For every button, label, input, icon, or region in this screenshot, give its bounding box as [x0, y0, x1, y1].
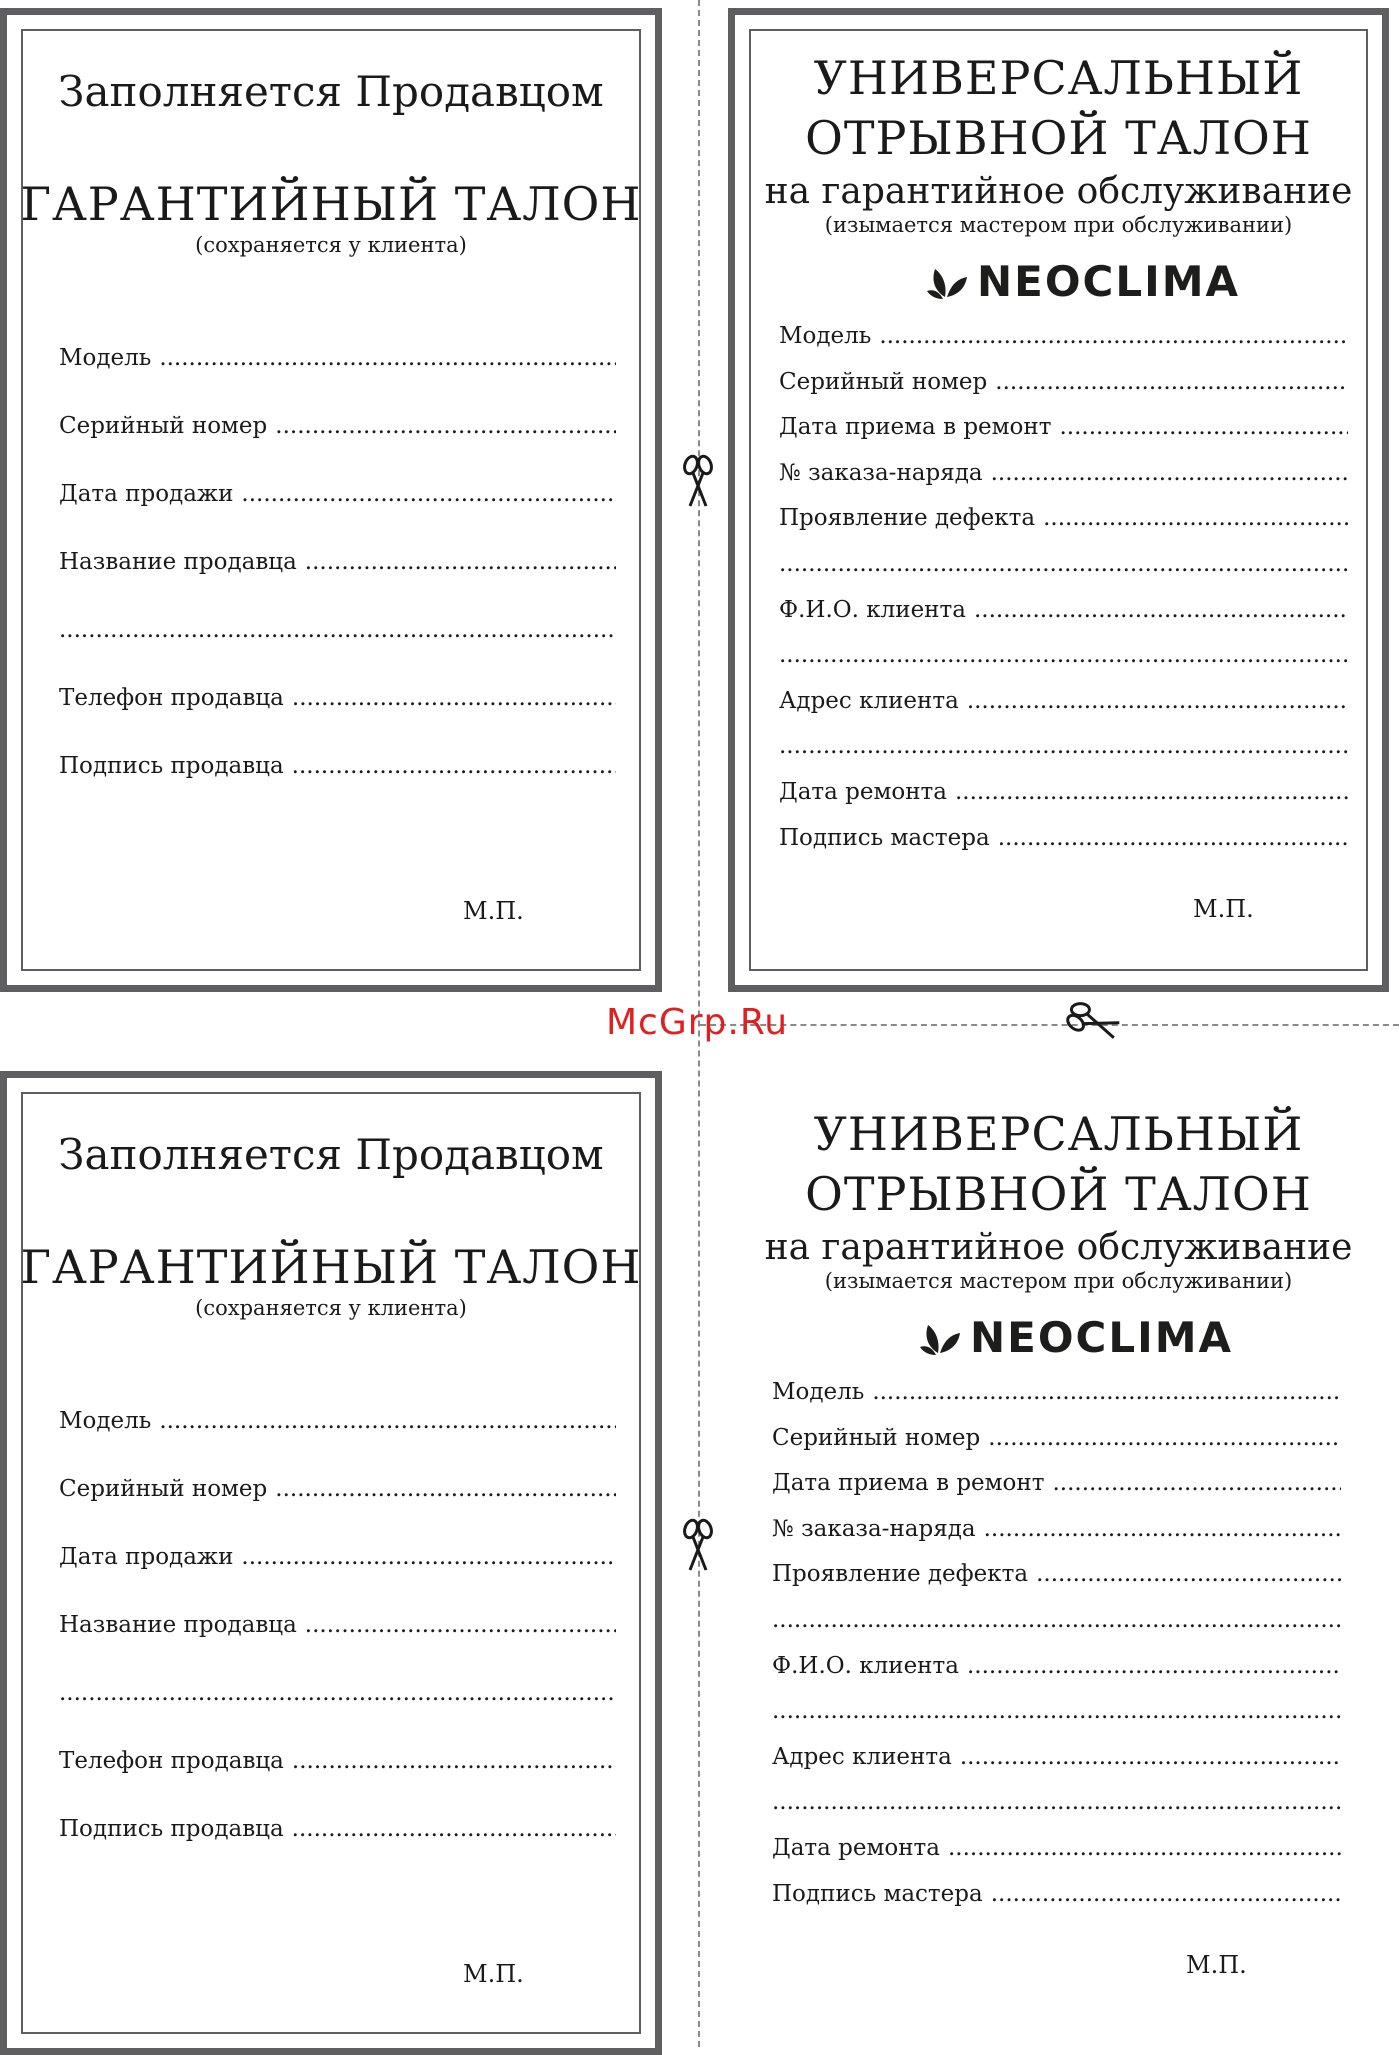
seller-warranty-card — [0, 8, 662, 992]
card-subtitle: (сохраняется у клиента) — [195, 1296, 467, 1320]
fill-line — [871, 323, 1348, 349]
fill-line — [779, 642, 1348, 668]
fill-line — [983, 1881, 1341, 1907]
serial-number-field[interactable] — [59, 1476, 616, 1544]
fill-line — [1028, 1561, 1341, 1587]
repair-intake-date-field[interactable] — [779, 414, 1348, 460]
fill-line — [267, 413, 616, 439]
field-label: Подпись мастера — [779, 824, 990, 851]
field-label: Адрес клиента — [779, 687, 959, 714]
fill-line — [297, 1612, 616, 1638]
fill-line — [59, 617, 616, 643]
fill-line — [59, 1680, 616, 1706]
fill-line — [990, 825, 1348, 851]
fill-line — [151, 1408, 616, 1434]
defect-description-continuation-field[interactable] — [779, 551, 1348, 597]
fill-line — [233, 1544, 616, 1570]
fill-line — [284, 1748, 616, 1774]
field-label: Подпись мастера — [772, 1880, 983, 1907]
fill-line — [779, 733, 1348, 759]
model-field[interactable] — [59, 345, 616, 413]
card-subtitle: (сохраняется у клиента) — [195, 233, 467, 257]
universal-coupon-card — [728, 1071, 1389, 2055]
fill-line — [940, 1835, 1341, 1861]
field-label: Адрес клиента — [772, 1743, 952, 1770]
seller-signature-field[interactable] — [59, 1816, 616, 1884]
field-label: № заказа-наряда — [779, 459, 983, 486]
field-label: Название продавца — [59, 1612, 297, 1638]
fill-line — [987, 369, 1348, 395]
card-subtitle: (изымается мастером при обслуживании) — [824, 213, 1293, 237]
neoclima-leaf-icon — [918, 1317, 962, 1357]
client-address-field[interactable] — [772, 1744, 1341, 1790]
scissors-icon — [668, 452, 728, 512]
model-field[interactable] — [779, 323, 1348, 369]
field-label: Ф.И.О. клиента — [772, 1652, 959, 1679]
fill-line — [772, 1789, 1341, 1815]
seller-name-continuation-field[interactable] — [59, 617, 616, 685]
model-field[interactable] — [59, 1408, 616, 1476]
technician-signature-field[interactable] — [779, 825, 1348, 871]
neoclima-leaf-icon — [925, 261, 969, 301]
universal-fields — [779, 323, 1348, 870]
seller-phone-field[interactable] — [59, 1748, 616, 1816]
card-title-line-2: ОТРЫВНОЙ ТАЛОН — [805, 1167, 1312, 1221]
site-watermark: McGrp.Ru — [606, 1002, 789, 1043]
seller-name-field[interactable] — [59, 549, 616, 617]
field-label: Модель — [59, 1408, 152, 1434]
fill-line — [976, 1516, 1341, 1542]
field-label: Дата приема в ремонт — [779, 414, 1052, 441]
field-label: Модель — [59, 345, 152, 371]
fill-line — [151, 345, 616, 371]
neoclima-logo — [925, 255, 1240, 307]
field-label: Дата продажи — [59, 481, 234, 507]
scissors-icon — [668, 1516, 728, 1576]
field-label: Серийный номер — [59, 413, 268, 439]
defect-description-field[interactable] — [772, 1561, 1341, 1607]
scissors-icon — [1064, 992, 1124, 1052]
client-address-field[interactable] — [779, 688, 1348, 734]
fill-line — [980, 1425, 1341, 1451]
seller-fields — [59, 345, 616, 821]
field-label: Серийный номер — [779, 368, 988, 395]
client-address-continuation-field[interactable] — [772, 1789, 1341, 1835]
stamp-placeholder: М.П. — [1186, 1951, 1247, 1979]
repair-date-field[interactable] — [772, 1835, 1341, 1881]
repair-date-field[interactable] — [779, 779, 1348, 825]
seller-signature-field[interactable] — [59, 753, 616, 821]
seller-phone-field[interactable] — [59, 685, 616, 753]
stamp-placeholder: М.П. — [1193, 895, 1254, 923]
field-label: Дата приема в ремонт — [772, 1470, 1045, 1497]
fill-line — [959, 1653, 1341, 1679]
card-heading: Заполняется Продавцом — [58, 67, 604, 116]
seller-name-continuation-field[interactable] — [59, 1680, 616, 1748]
card-title-line-3: на гарантийное обслуживание — [764, 171, 1353, 212]
defect-description-continuation-field[interactable] — [772, 1607, 1341, 1653]
sale-date-field[interactable] — [59, 481, 616, 549]
client-name-continuation-field[interactable] — [772, 1698, 1341, 1744]
stamp-placeholder: М.П. — [463, 897, 524, 925]
card-subtitle: (изымается мастером при обслуживании) — [824, 1269, 1293, 1293]
fill-line — [267, 1476, 616, 1502]
fill-line — [284, 753, 616, 779]
card-title-line-1: УНИВЕРСАЛЬНЫЙ — [813, 51, 1304, 105]
fill-line — [297, 549, 616, 575]
field-label: № заказа-наряда — [772, 1515, 976, 1542]
fill-line — [772, 1607, 1341, 1633]
field-label: Подпись продавца — [59, 1816, 284, 1842]
fill-line — [959, 688, 1348, 714]
horizontal-cut-line — [700, 1024, 1399, 1026]
brand-name: NEOCLIMA — [970, 1312, 1234, 1362]
seller-fields — [59, 1408, 616, 1884]
card-heading: Заполняется Продавцом — [58, 1130, 604, 1179]
serial-number-field[interactable] — [779, 369, 1348, 415]
field-label: Модель — [772, 1379, 865, 1405]
client-name-field[interactable] — [772, 1653, 1341, 1699]
fill-line — [284, 1816, 616, 1842]
field-label: Телефон продавца — [59, 685, 284, 711]
fill-line — [952, 1744, 1341, 1770]
field-label: Дата ремонта — [779, 778, 947, 805]
field-label: Ф.И.О. клиента — [779, 596, 966, 623]
fill-line — [779, 551, 1348, 577]
field-label: Подпись продавца — [59, 753, 284, 779]
serial-number-field[interactable] — [772, 1425, 1341, 1471]
model-field[interactable] — [772, 1379, 1341, 1425]
card-title-line-1: УНИВЕРСАЛЬНЫЙ — [813, 1107, 1304, 1161]
serial-number-field[interactable] — [59, 413, 616, 481]
neoclima-logo — [918, 1311, 1233, 1363]
field-label: Дата ремонта — [772, 1834, 940, 1861]
fill-line — [864, 1379, 1341, 1405]
fill-line — [772, 1698, 1341, 1724]
client-name-continuation-field[interactable] — [779, 642, 1348, 688]
sale-date-field[interactable] — [59, 1544, 616, 1612]
field-label: Серийный номер — [772, 1424, 981, 1451]
field-label: Проявление дефекта — [779, 505, 1036, 532]
field-label: Серийный номер — [59, 1476, 268, 1502]
client-name-field[interactable] — [779, 597, 1348, 643]
field-label: Телефон продавца — [59, 1748, 284, 1774]
stamp-placeholder: М.П. — [463, 1960, 524, 1988]
client-address-continuation-field[interactable] — [779, 733, 1348, 779]
field-label: Название продавца — [59, 549, 297, 575]
defect-description-field[interactable] — [779, 505, 1348, 551]
fill-line — [1035, 505, 1348, 531]
field-label: Дата продажи — [59, 1544, 234, 1570]
fill-line — [983, 460, 1348, 486]
card-title: ГАРАНТИЙНЫЙ ТАЛОН — [20, 177, 642, 231]
work-order-number-field[interactable] — [779, 460, 1348, 506]
field-label: Модель — [779, 323, 872, 349]
card-title: ГАРАНТИЙНЫЙ ТАЛОН — [20, 1240, 642, 1294]
brand-name: NEOCLIMA — [977, 256, 1241, 306]
fill-line — [1051, 414, 1348, 440]
fill-line — [1044, 1470, 1341, 1496]
fill-line — [284, 685, 616, 711]
fill-line — [233, 481, 616, 507]
seller-warranty-card — [0, 1071, 662, 2055]
technician-signature-field[interactable] — [772, 1881, 1341, 1927]
field-label: Проявление дефекта — [772, 1561, 1029, 1588]
seller-name-field[interactable] — [59, 1612, 616, 1680]
universal-fields — [772, 1379, 1341, 1926]
universal-coupon-card — [728, 8, 1389, 992]
work-order-number-field[interactable] — [772, 1516, 1341, 1562]
card-title-line-2: ОТРЫВНОЙ ТАЛОН — [805, 111, 1312, 165]
card-title-line-3: на гарантийное обслуживание — [764, 1227, 1353, 1268]
fill-line — [947, 779, 1348, 805]
repair-intake-date-field[interactable] — [772, 1470, 1341, 1516]
fill-line — [966, 597, 1348, 623]
